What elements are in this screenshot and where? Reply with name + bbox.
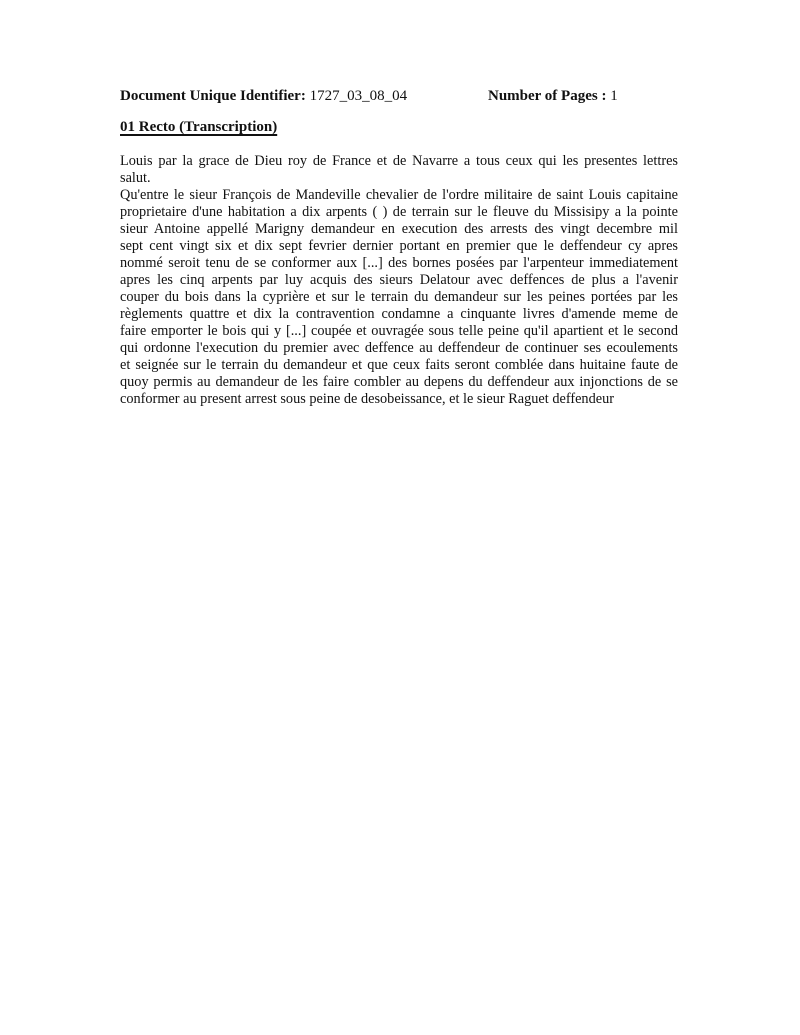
document-content (120, 87, 678, 408)
transcription-line: couper du bois dans la cyprière et sur le terrain du demandeur sur les peines portées par les (120, 289, 678, 305)
identifier-label: Document Unique Identifier: (120, 88, 306, 104)
transcription-line: sieur Antoine appellé Marigny demandeur en execution des arrests des vingt decembre mil (120, 221, 678, 237)
transcription-body (120, 153, 678, 408)
document-identifier (120, 88, 407, 104)
transcription-line: Louis par la grace de Dieu roy de France et de Navarre a tous ceux qui les presentes lettres (120, 153, 678, 169)
transcription-line: salut. (120, 170, 151, 186)
transcription-line: nommé seroit tenu de se conformer aux [...] des bornes posées par l'arpenteur immediatement (120, 255, 678, 271)
page-count (488, 87, 618, 105)
pages-label: Number of Pages : (488, 88, 607, 104)
transcription-line: proprietaire d'une habitation a dix arpents ( ) de terrain sur le fleuve du Missisipy a la pointe (120, 204, 678, 220)
identifier-value: 1727_03_08_04 (309, 88, 408, 104)
transcription-line: faire emporter le bois qui y [...] coupée et ouvragée sous telle peine qu'il apartient et le second (120, 323, 678, 339)
transcription-line: qui ordonne l'execution du premier avec deffence au deffendeur de continuer ses ecoulements (120, 340, 678, 356)
pages-value: 1 (610, 88, 618, 104)
transcription-line: quoy permis au demandeur de les faire combler au depens du deffendeur aux injonctions de se (120, 374, 678, 390)
transcription-line: règlements quattre et dix la contravention condamne a cinquante livres d'amende meme de (120, 306, 678, 322)
transcription-line: apres les cinq arpents par luy acquis des sieurs Delatour avec deffences de plus a l'avenir (120, 272, 678, 288)
transcription-line: et seignée sur le terrain du demandeur et que ceux faits seront comblée dans huitaine faute de (120, 357, 678, 373)
transcription-line: Qu'entre le sieur François de Mandeville chevalier de l'ordre militaire de saint Louis capitaine (120, 187, 678, 203)
transcription-line: conformer au present arrest sous peine de desobeissance, et le sieur Raguet deffendeur (120, 391, 614, 407)
document-header (120, 87, 678, 105)
transcription-line: sept cent vingt six et dix sept fevrier dernier portant en premier que le deffendeur cy apres (120, 238, 678, 254)
section-heading: 01 Recto (Transcription) (120, 119, 278, 135)
